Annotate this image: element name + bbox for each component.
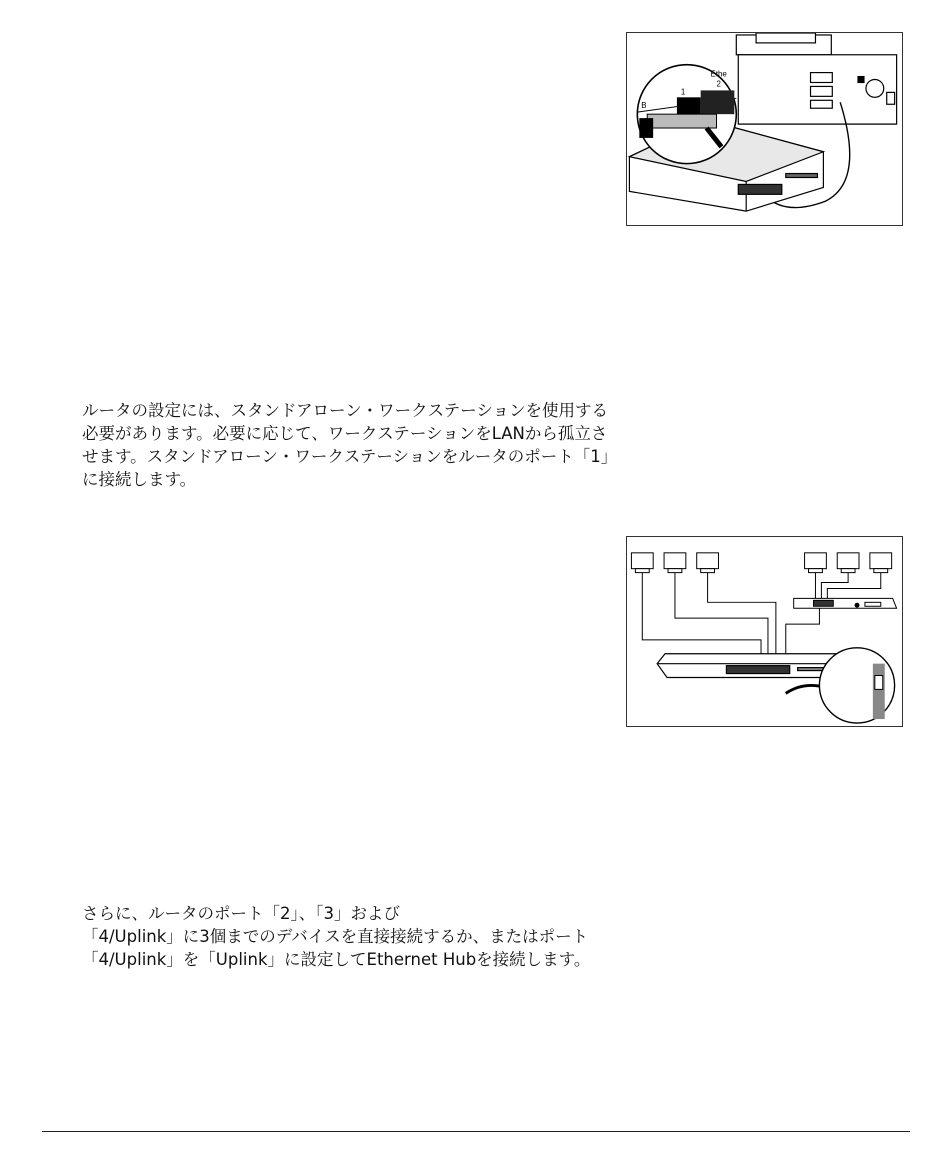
side-letter: B — [641, 101, 647, 111]
port-label-2: 2 — [716, 79, 721, 89]
instruction-paragraph-1 — [82, 399, 642, 491]
callout-text: Ethe — [710, 69, 727, 79]
figure-workstation-connection — [626, 32, 903, 226]
paragraph2-line-2: 「4/Uplink」に3個までのデバイスを直接接続するか、またはポート — [82, 927, 589, 946]
ethernet-hub — [794, 598, 897, 608]
figure-network-devices — [626, 536, 903, 727]
paragraph1-line-2: 必要があります。必要に応じて、ワークステーションをLANから孤立さ — [82, 424, 608, 443]
workstation-connection-illustration — [627, 33, 902, 225]
network-devices-illustration — [627, 537, 902, 726]
port-label-1: 1 — [680, 87, 686, 97]
port-callout-magnifier — [637, 65, 736, 164]
paragraph2-line-3: 「4/Uplink」を「Uplink」に設定してEthernet Hubを接続します。 — [82, 950, 591, 969]
paragraph1-line-1: ルータの設定には、スタンドアローン・ワークステーションを使用する — [82, 401, 609, 420]
workstation-monitors — [631, 553, 891, 573]
paragraph2-line-1: さらに、ルータのポート「2」、「3」および — [82, 904, 400, 923]
instruction-paragraph-2 — [82, 902, 682, 971]
paragraph1-line-3: せます。スタンドアローン・ワークステーションをルータのポート「1」 — [82, 447, 618, 466]
paragraph1-line-4: に接続します。 — [82, 470, 197, 489]
footer-divider — [42, 1131, 910, 1132]
uplink-switch-callout — [819, 648, 894, 723]
workstation-computer — [736, 33, 896, 124]
